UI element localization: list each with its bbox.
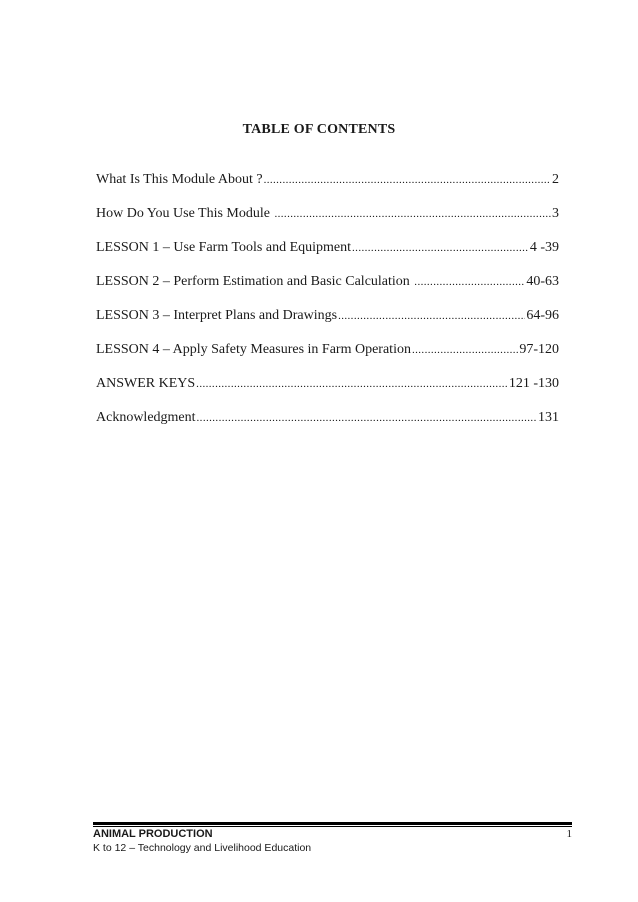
toc-entry-label: LESSON 4 – Apply Safety Measures in Farm Operation <box>96 342 411 357</box>
dot-leader <box>338 306 525 326</box>
toc-entry-page: 131 <box>538 410 559 425</box>
toc-entry-page: 40-63 <box>526 274 559 289</box>
toc-entry-page: 4 -39 <box>529 240 559 255</box>
toc-title: TABLE OF CONTENTS <box>242 122 396 137</box>
toc-entry-page: 97-120 <box>519 342 559 357</box>
toc-entry-use-module <box>96 204 559 238</box>
toc-entry-page: 64-96 <box>526 308 559 323</box>
page-footer <box>93 822 572 854</box>
page-number: 1 <box>566 828 572 840</box>
toc-entry-label: How Do You Use This Module <box>96 206 274 221</box>
toc-entry-page: 3 <box>552 206 559 221</box>
dot-leader <box>352 238 529 258</box>
toc-list <box>96 170 559 442</box>
toc-entry-acknowledgment <box>96 408 559 442</box>
toc-entry-module-about <box>96 170 559 204</box>
toc-entry-lesson-2 <box>96 272 559 306</box>
footer-row <box>93 828 572 840</box>
toc-entry-lesson-4 <box>96 340 559 374</box>
toc-entry-label: ANSWER KEYS <box>96 376 196 391</box>
toc-entry-page: 2 <box>552 172 559 187</box>
toc-entry-lesson-1 <box>96 238 559 272</box>
toc-entry-label: Acknowledgment <box>96 410 196 425</box>
dot-leader <box>264 170 551 190</box>
dot-leader <box>414 272 525 292</box>
toc-entry-answer-keys <box>96 374 559 408</box>
dot-leader <box>274 204 551 224</box>
dot-leader <box>412 340 518 360</box>
toc-entry-page: 121 -130 <box>508 376 559 391</box>
toc-entry-label: LESSON 3 – Interpret Plans and Drawings <box>96 308 338 323</box>
dot-leader <box>197 408 537 428</box>
toc-entry-label: What Is This Module About ? <box>96 172 263 187</box>
toc-entry-label: LESSON 2 – Perform Estimation and Basic Calculation <box>96 274 414 289</box>
dot-leader <box>196 374 508 394</box>
footer-rule <box>93 822 572 825</box>
toc-entry-label: LESSON 1 – Use Farm Tools and Equipment <box>96 240 352 255</box>
footer-title: ANIMAL PRODUCTION <box>93 828 213 840</box>
footer-subtitle: K to 12 – Technology and Livelihood Education <box>93 842 312 854</box>
toc-entry-lesson-3 <box>96 306 559 340</box>
footer-rule <box>93 826 572 827</box>
